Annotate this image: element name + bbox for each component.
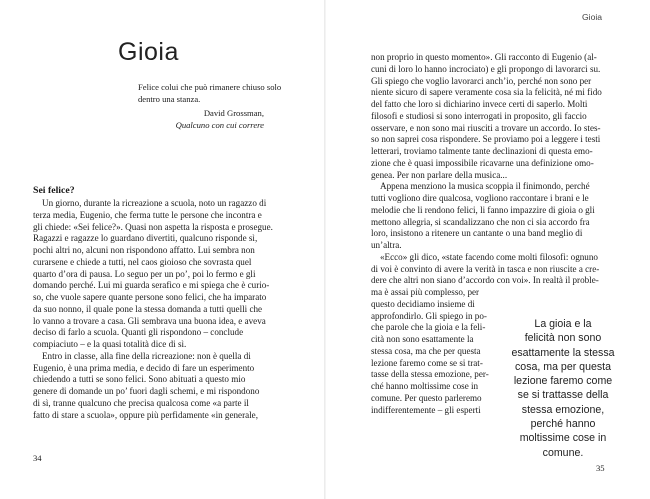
- right-body-text: [371, 52, 633, 287]
- text-line: letterari, troviamo talmente tante declinazioni di questa emo-: [371, 146, 593, 156]
- text-line: lezione faremo come se si trat-: [371, 357, 483, 368]
- text-line: Entro in classe, alla fine della ricreazione: non è quella di: [42, 350, 251, 361]
- epigraph-line: Felice colui che può rimanere chiuso solo: [138, 82, 282, 92]
- left-body-text: [33, 198, 295, 421]
- text-line: da suo nonno, il quale pone la stessa domanda a tutti quelli che: [33, 303, 263, 314]
- pull-quote-line: moltissime cose in: [519, 432, 607, 445]
- text-line: Eugenio, è una prima media, e decido di fare un esperimento: [33, 362, 255, 373]
- text-line: stessa cosa, ma che per questa: [371, 345, 481, 356]
- epigraph-line: dentro una stanza.: [138, 93, 201, 104]
- text-line: lo vanno a trovare a casa. Gli sembrava una buona idea, e aveva: [33, 315, 266, 326]
- text-line: non proprio in questo momento». Gli racconto di Eugenio (al-: [371, 52, 597, 62]
- text-line: osservare, e non sono mai riusciti a trovare un accordo. Io stes-: [371, 122, 601, 133]
- epigraph: [138, 82, 282, 106]
- text-line: gli chiede: «Sei felice?». Quasi non aspetta la risposta e prosegue.: [33, 221, 273, 232]
- right-body-column: [371, 287, 499, 416]
- text-line: deciso di farlo a scuola. Quanti gli rispondono – conclude: [33, 327, 244, 338]
- pull-quote: [508, 317, 618, 460]
- page-number-right: 35: [596, 463, 605, 473]
- pull-quote-line: lezione faremo come: [513, 375, 613, 388]
- text-line: approfondirlo. Gli spiego in po-: [371, 310, 487, 321]
- text-line: ma è assai più complesso, per: [371, 287, 480, 297]
- text-line: Gli spiego che voglio lavorarci anch’io, perché non sono per: [371, 75, 592, 86]
- epigraph-attribution: [156, 108, 264, 132]
- text-line: melodie che li rendono felici, li fanno impazzire di gioia o gli: [371, 204, 595, 215]
- text-line: tutti vogliono dire qualcosa, vogliono raccontare i brani e le: [371, 193, 589, 203]
- text-line: chiedendo a tutti se sono felici. Sono abituati a questo mio: [33, 374, 246, 385]
- text-line: indifferentemente – gli esperti: [371, 404, 481, 415]
- text-line: curarsene e chiede a tutti, nel caos gioioso che sovrasta quel: [33, 256, 252, 267]
- section-heading: Sei felice?: [33, 185, 75, 196]
- text-line: loro, insistono a ritenere un cantante o una band meglio di: [371, 228, 583, 239]
- text-line: del fatto che loro si dichiarino invece certi di saperlo. Molti: [371, 99, 588, 109]
- pull-quote-line: se si trattasse della: [517, 389, 609, 402]
- pull-quote-line: comune.: [542, 446, 584, 459]
- text-line: cità non sono esattamente la: [371, 334, 474, 344]
- epigraph-work: Qualcuno con cui correre: [175, 119, 264, 130]
- pull-quote-line: felicità non sono: [524, 332, 602, 345]
- text-line: pochi altri no, alcuni non rispondono affatto. Lui sembra non: [33, 245, 255, 255]
- text-line: terza media, Eugenio, che ferma tutte le persone che incontra e: [33, 209, 262, 220]
- text-line: cuni di loro lo hanno incrociato) e gli propongo di lavorarci su.: [371, 63, 601, 74]
- text-line: Ragazzi e ragazze lo guardano divertiti, qualcuno risponde sì,: [33, 233, 258, 244]
- text-line: Un giorno, durante la ricreazione a scuola, noto un ragazzo di: [42, 198, 267, 208]
- pull-quote-line: stessa emozione,: [521, 403, 605, 416]
- text-line: genere di domande un po’ fuori dagli schemi, e mi rispondono: [33, 386, 260, 396]
- text-line: che parole che la gioia e la feli-: [371, 322, 486, 333]
- running-header: Gioia: [582, 12, 603, 22]
- text-line: quarto d’ora di pausa. Lo seguo per un po’, poi lo fermo e gli: [33, 268, 256, 279]
- text-line: ché hanno moltissime cose in: [371, 381, 479, 391]
- text-line: compiaciuto – e la quasi totalità dice di sì.: [33, 339, 187, 349]
- text-line: fatto di stare a scuola», oppure più perfidamente «in generale,: [33, 409, 258, 420]
- text-line: tasse della stessa emozione, per-: [371, 369, 489, 380]
- pull-quote-line: esattamente la stessa: [511, 346, 615, 359]
- page-number-left: 34: [33, 453, 42, 463]
- text-line: filosofi e studiosi si sono interrogati in proposito, gli faccio: [371, 110, 587, 121]
- pull-quote-line: perché hanno: [530, 418, 596, 431]
- chapter-title: Gioia: [118, 38, 179, 66]
- text-line: domando perché. Lui mi guarda serafico e mi spiega che è curio-: [33, 280, 270, 291]
- text-line: mettono allegria, si scandalizzano che non ci sia accordo fra: [371, 216, 590, 227]
- pull-quote-line: La gioia e la: [534, 318, 592, 330]
- text-line: so non saprei cosa rispondere. Se proviamo poi a leggere i testi: [371, 134, 601, 145]
- pull-quote-line: cosa, ma per questa: [515, 360, 611, 373]
- text-line: di sì, tranne qualcuno che precisa qualcosa come «a parte il: [33, 397, 249, 408]
- text-line: dere che altri non siano d’accordo con voi». In realtà il proble-: [371, 275, 599, 286]
- text-line: zione che è quasi impossibile ricavarne una definizione omo-: [371, 157, 594, 168]
- text-line: comune. Per questo parleremo: [371, 392, 482, 403]
- text-line: «Ecco» gli dico, «state facendo come molti filosofi: ognuno: [380, 251, 598, 262]
- text-line: un’altra.: [371, 240, 402, 250]
- text-line: niente sicuro di sapere veramente cosa sia la felicità, né mi fido: [371, 87, 602, 98]
- text-line: Appena menziono la musica scoppia il finimondo, perché: [380, 181, 590, 192]
- text-line: di voi è convinto di avere la verità in tasca e non riuscite a cre-: [371, 263, 600, 274]
- text-line: questo decidiamo insieme di: [371, 298, 475, 309]
- text-line: genea. Per non parlare della musica...: [371, 169, 508, 180]
- epigraph-author: David Grossman,: [203, 108, 264, 118]
- text-line: so, che vuole sapere quante persone sono felici, che ha imparato: [33, 292, 267, 302]
